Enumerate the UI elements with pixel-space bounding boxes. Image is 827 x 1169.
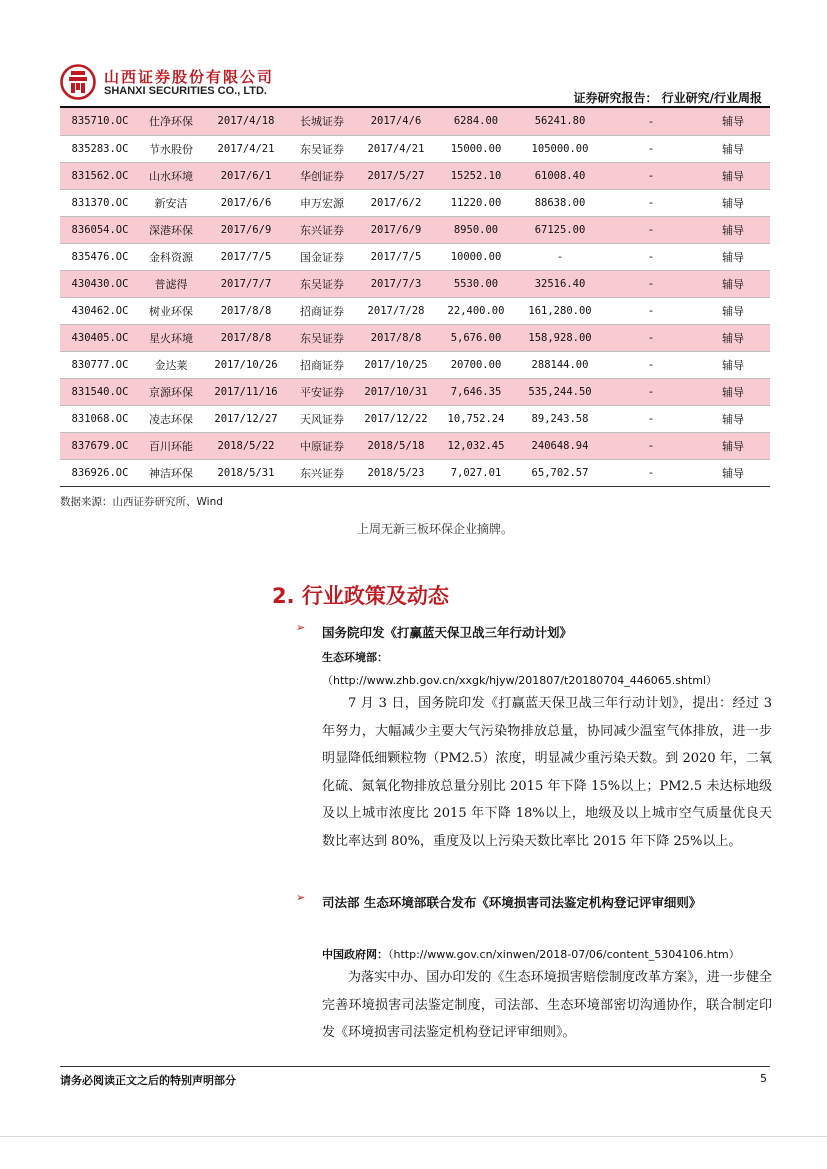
- table-cell: 2017/6/6: [202, 189, 290, 216]
- table-cell: 2017/10/25: [354, 351, 438, 378]
- table-cell: 树业环保: [140, 297, 202, 324]
- table-cell: 2017/7/5: [354, 243, 438, 270]
- table-cell: 华创证券: [290, 162, 354, 189]
- table-row: [60, 351, 770, 378]
- table-cell: -: [606, 243, 696, 270]
- table-cell: -: [606, 216, 696, 243]
- table-cell: 京源环保: [140, 378, 202, 405]
- table-cell: -: [606, 432, 696, 459]
- table-cell: 中原证券: [290, 432, 354, 459]
- table-cell: 辅导: [696, 405, 770, 432]
- table-cell: 东吴证券: [290, 135, 354, 162]
- table-cell: 辅导: [696, 378, 770, 405]
- table-cell: 10,752.24: [438, 405, 514, 432]
- table-cell: 2017/7/5: [202, 243, 290, 270]
- table-cell: 430430.OC: [60, 270, 140, 297]
- table-cell: 22,400.00: [438, 297, 514, 324]
- company-name-cn: 山西证券股份有限公司: [104, 68, 275, 86]
- table-cell: 2017/6/1: [202, 162, 290, 189]
- table-cell: 新安洁: [140, 189, 202, 216]
- table-cell: 辅导: [696, 432, 770, 459]
- policy-item-2-source-url[interactable]: （http://www.gov.cn/xinwen/2018-07/06/content_5304106.htm）: [388, 948, 740, 961]
- policy-item-1-source-label: 生态环境部：: [322, 651, 388, 664]
- table-row: [60, 189, 770, 216]
- table-cell: 56241.80: [514, 108, 606, 135]
- table-cell: -: [606, 270, 696, 297]
- table-cell: 10000.00: [438, 243, 514, 270]
- table-cell: -: [606, 378, 696, 405]
- table-cell: 2017/4/6: [354, 108, 438, 135]
- table-cell: -: [606, 459, 696, 486]
- table-cell: 2017/7/28: [354, 297, 438, 324]
- table-cell: 835283.OC: [60, 135, 140, 162]
- table-cell: -: [606, 351, 696, 378]
- table-cell: 831370.OC: [60, 189, 140, 216]
- table-cell: -: [514, 243, 606, 270]
- table-cell: 辅导: [696, 270, 770, 297]
- table-cell: 辅导: [696, 162, 770, 189]
- table-cell: 240648.94: [514, 432, 606, 459]
- table-cell: 辅导: [696, 135, 770, 162]
- table-cell: -: [606, 324, 696, 351]
- page-header: [60, 64, 770, 108]
- table-cell: 2017/12/27: [202, 405, 290, 432]
- table-cell: 535,244.50: [514, 378, 606, 405]
- table-row: [60, 162, 770, 189]
- table-cell: 长城证券: [290, 108, 354, 135]
- table-cell: 2017/6/9: [354, 216, 438, 243]
- table-cell: 2017/7/7: [202, 270, 290, 297]
- table-cell: 2017/8/8: [202, 324, 290, 351]
- page-edge: [0, 1136, 827, 1137]
- table-cell: 831562.OC: [60, 162, 140, 189]
- table-cell: 2017/4/18: [202, 108, 290, 135]
- table-cell: 7,646.35: [438, 378, 514, 405]
- table-cell: 831540.OC: [60, 378, 140, 405]
- table-cell: 2017/7/3: [354, 270, 438, 297]
- table-cell: 2017/6/2: [354, 189, 438, 216]
- table-cell: 辅导: [696, 108, 770, 135]
- table-cell: 61008.40: [514, 162, 606, 189]
- policy-item-2-body: 为落实中办、国办印发的《生态环境损害赔偿制度改革方案》，进一步健全完善环境损害司法鉴定制度，司法部、生态环境部密切沟通协作，联合制定印发《环境损害司法鉴定机构登记评审细则》。: [322, 970, 772, 1040]
- table-cell: 辅导: [696, 297, 770, 324]
- footer-disclaimer: 请务必阅读正文之后的特别声明部分: [60, 1074, 236, 1087]
- data-source: 数据来源：山西证券研究所、Wind: [60, 496, 223, 508]
- table-cell: 2017/11/16: [202, 378, 290, 405]
- table-row: [60, 216, 770, 243]
- table-cell: 7,027.01: [438, 459, 514, 486]
- table-cell: 国金证券: [290, 243, 354, 270]
- table-cell: 百川环能: [140, 432, 202, 459]
- table-cell: 仕净环保: [140, 108, 202, 135]
- table-cell: 11220.00: [438, 189, 514, 216]
- table-cell: -: [606, 108, 696, 135]
- table-cell: 平安证券: [290, 378, 354, 405]
- table-cell: 830777.OC: [60, 351, 140, 378]
- table-cell: 天风证券: [290, 405, 354, 432]
- table-cell: 2017/10/31: [354, 378, 438, 405]
- policy-item-2-title: ➢ 司法部 生态环境部联合发布《环境损害司法鉴定机构登记评审细则》: [296, 891, 702, 910]
- table-cell: 67125.00: [514, 216, 606, 243]
- table-row: [60, 297, 770, 324]
- table-row: [60, 270, 770, 297]
- table-cell: 837679.OC: [60, 432, 140, 459]
- table-cell: 288144.00: [514, 351, 606, 378]
- policy-item-1-title: ➢ 国务院印发《打赢蓝天保卫战三年行动计划》: [296, 621, 573, 640]
- table-cell: 836926.OC: [60, 459, 140, 486]
- company-name-en: SHANXI SECURITIES CO., LTD.: [104, 85, 267, 97]
- table-cell: 辅导: [696, 351, 770, 378]
- table-cell: 430405.OC: [60, 324, 140, 351]
- table-row: [60, 108, 770, 135]
- table-cell: 东兴证券: [290, 459, 354, 486]
- table-cell: 招商证券: [290, 297, 354, 324]
- table-row: [60, 405, 770, 432]
- table-cell: -: [606, 297, 696, 324]
- policy-item-1-body: 7 月 3 日，国务院印发《打赢蓝天保卫战三年行动计划》，提出：经过 3 年努力，大幅减少主要大气污染物排放总量，协同减少温室气体排放，进一步明显降低细颗粒物（PM2.5）浓度，明显减少重污染天数。到 2020 年，二氧化硫、氮氧化物排放总量分别比 2015 年下降 15%以上；PM2.5 未达标地级及以上城市浓度比 2015 年下降 18%以上，地级及以上城市空气质量优良天数比率达到 80%，重度及以上污染天数比率比 2015 年下降 25%以上。: [322, 696, 772, 849]
- page-number: 5: [760, 1072, 767, 1085]
- table-cell: 2017/5/27: [354, 162, 438, 189]
- table-cell: 836054.OC: [60, 216, 140, 243]
- table-row: [60, 324, 770, 351]
- table-cell: 普滤得: [140, 270, 202, 297]
- table-cell: 32516.40: [514, 270, 606, 297]
- table-cell: 凌志环保: [140, 405, 202, 432]
- table-cell: -: [606, 405, 696, 432]
- table-cell: 2017/4/21: [354, 135, 438, 162]
- table-cell: 金达莱: [140, 351, 202, 378]
- table-cell: 831068.OC: [60, 405, 140, 432]
- table-cell: 15000.00: [438, 135, 514, 162]
- table-cell: 辅导: [696, 243, 770, 270]
- policy-item-2-source: 中国政府网：（http://www.gov.cn/xinwen/2018-07/06/content_5304106.htm）: [322, 948, 740, 961]
- delisting-note: 上周无新三板环保企业摘牌。: [356, 522, 513, 536]
- table-row: [60, 432, 770, 459]
- table-cell: 深港环保: [140, 216, 202, 243]
- table-cell: 105000.00: [514, 135, 606, 162]
- table-cell: 2017/10/26: [202, 351, 290, 378]
- table-cell: 89,243.58: [514, 405, 606, 432]
- table-cell: 东兴证券: [290, 216, 354, 243]
- section-title: 2. 行业政策及动态: [272, 584, 449, 608]
- table-cell: 星火环境: [140, 324, 202, 351]
- table-cell: 5530.00: [438, 270, 514, 297]
- shanxi-securities-logo-icon: [60, 64, 96, 100]
- table-cell: 835710.OC: [60, 108, 140, 135]
- ipo-guidance-table: [60, 108, 770, 487]
- table-cell: 2018/5/18: [354, 432, 438, 459]
- table-cell: 2017/8/8: [202, 297, 290, 324]
- table-cell: 8950.00: [438, 216, 514, 243]
- table-row: [60, 378, 770, 405]
- table-cell: 430462.OC: [60, 297, 140, 324]
- table-cell: 158,928.00: [514, 324, 606, 351]
- bullet-arrow-icon: ➢: [296, 621, 306, 634]
- report-type: 证券研究报告： 行业研究/行业周报: [573, 91, 762, 105]
- table-cell: 2018/5/23: [354, 459, 438, 486]
- table-cell: -: [606, 189, 696, 216]
- table-cell: 2017/12/22: [354, 405, 438, 432]
- table-cell: 节水股份: [140, 135, 202, 162]
- table-cell: -: [606, 162, 696, 189]
- table-cell: 5,676.00: [438, 324, 514, 351]
- table-cell: 金科资源: [140, 243, 202, 270]
- table-row: [60, 135, 770, 162]
- table-cell: 招商证券: [290, 351, 354, 378]
- table-cell: 申万宏源: [290, 189, 354, 216]
- table-cell: 神洁环保: [140, 459, 202, 486]
- table-cell: 6284.00: [438, 108, 514, 135]
- table-cell: 2017/8/8: [354, 324, 438, 351]
- table-cell: 2017/4/21: [202, 135, 290, 162]
- table-cell: 15252.10: [438, 162, 514, 189]
- table-cell: 辅导: [696, 324, 770, 351]
- table-cell: 2018/5/31: [202, 459, 290, 486]
- table-cell: 20700.00: [438, 351, 514, 378]
- table-cell: 2017/6/9: [202, 216, 290, 243]
- table-cell: 东吴证券: [290, 270, 354, 297]
- table-cell: 东吴证券: [290, 324, 354, 351]
- table-cell: 山水环境: [140, 162, 202, 189]
- table-cell: -: [606, 135, 696, 162]
- table-cell: 辅导: [696, 216, 770, 243]
- footer-divider: [60, 1066, 770, 1067]
- table-cell: 88638.00: [514, 189, 606, 216]
- table-cell: 辅导: [696, 189, 770, 216]
- bullet-arrow-icon: ➢: [296, 891, 306, 904]
- table-cell: 835476.OC: [60, 243, 140, 270]
- table-cell: 161,280.00: [514, 297, 606, 324]
- table-cell: 辅导: [696, 459, 770, 486]
- policy-item-1-source-url[interactable]: （http://www.zhb.gov.cn/xxgk/hjyw/201807/t20180704_446065.shtml）: [322, 674, 718, 687]
- table-row: [60, 243, 770, 270]
- table-cell: 2018/5/22: [202, 432, 290, 459]
- table-row: [60, 459, 770, 486]
- table-cell: 12,032.45: [438, 432, 514, 459]
- table-cell: 65,702.57: [514, 459, 606, 486]
